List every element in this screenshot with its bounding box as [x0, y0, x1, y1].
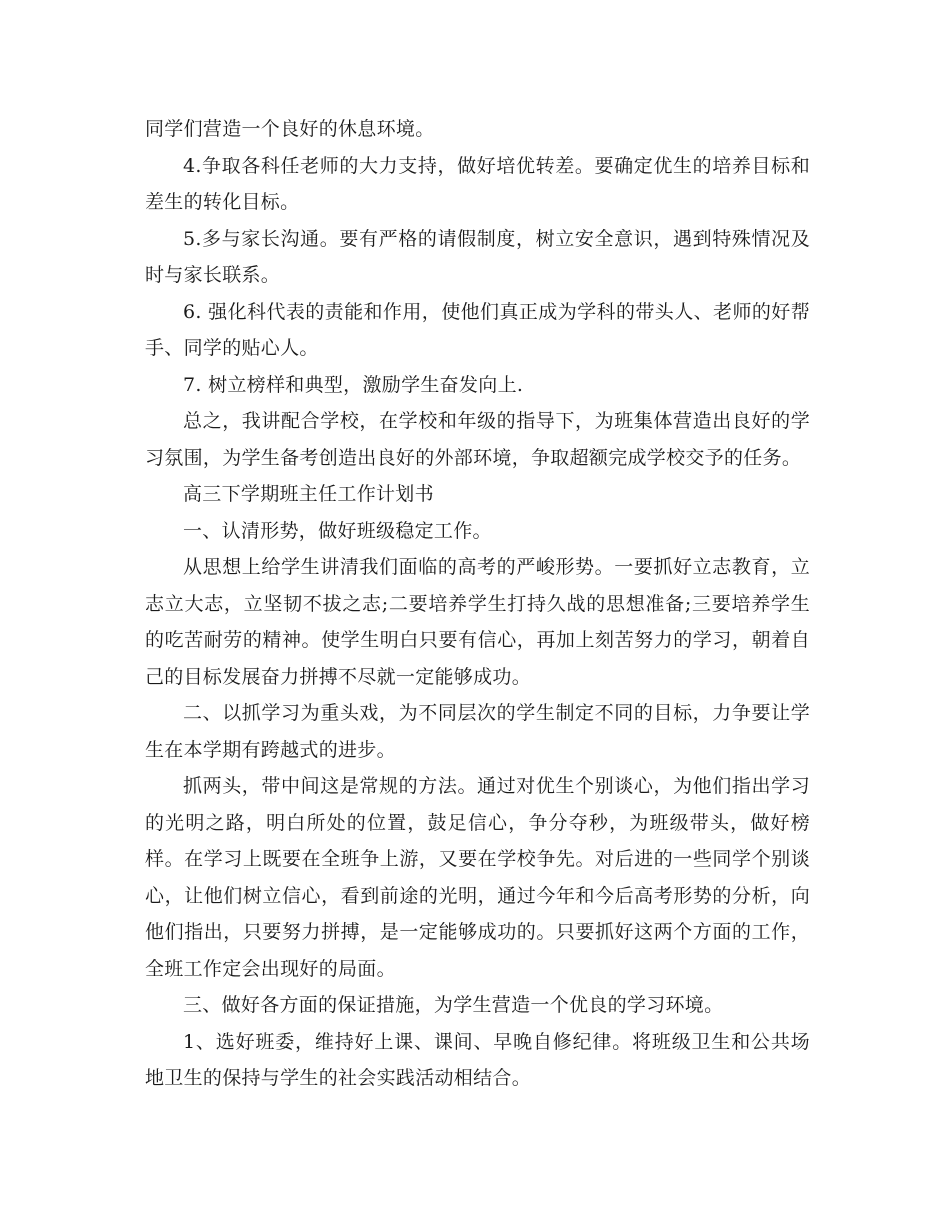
paragraph-two-body: 抓两头，带中间这是常规的方法。通过对优生个别谈心，为他们指出学习的光明之路，明白所处的位置，鼓足信心，争分夺秒，为班级带头，做好榜样。在学习上既要在全班争上游，又要在学校争先。对后进的一些同学个别谈心，让他们树立信心，看到前途的光明，通过今年和今后高考形势的分析，向他们指出，只要努力拼搏，是一定能够成功的。只要抓好这两个方面的工作，全班工作定会出现好的局面。 [145, 775, 810, 980]
paragraph-one-body: 从思想上给学生讲清我们面临的高考的严峻形势。一要抓好立志教育，立志立大志，立坚韧不拔之志;二要培养学生打持久战的思想准备;三要培养学生的吃苦耐劳的精神。使学生明白只要有信心，再加上刻苦努力的学习，朝着自己的目标发展奋力拼搏不尽就一定能够成功。 [145, 556, 810, 688]
document-body [145, 111, 810, 1097]
heading-one: 一、认清形势，做好班级稳定工作。 [183, 519, 492, 542]
heading-two: 二、以抓学习为重头戏，为不同层次的学生制定不同的目标，力争要让学生在本学期有跨越式的进步。 [145, 702, 810, 761]
paragraph-item-6: 6. 强化科代表的责能和作用，使他们真正成为学科的带头人、老师的好帮手、同学的贴心人。 [145, 300, 810, 359]
paragraph-continuation: 同学们营造一个良好的休息环境。 [145, 118, 435, 140]
heading-three: 三、做好各方面的保证措施，为学生营造一个优良的学习环境。 [183, 994, 724, 1016]
paragraph-summary: 总之，我讲配合学校，在学校和年级的指导下，为班集体营造出良好的学习氛围，为学生备考创造出良好的外部环境，争取超额完成学校交予的任务。 [145, 410, 810, 469]
paragraph-three-item-1: 1、选好班委，维持好上课、课间、早晚自修纪律。将班级卫生和公共场地卫生的保持与学生的社会实践活动相结合。 [145, 1030, 810, 1089]
section-title: 高三下学期班主任工作计划书 [183, 483, 434, 505]
paragraph-item-4: 4.争取各科任老师的大力支持，做好培优转差。要确定优生的培养目标和差生的转化目标。 [145, 154, 810, 213]
paragraph-item-5: 5.多与家长沟通。要有严格的请假制度，树立安全意识，遇到特殊情况及时与家长联系。 [145, 227, 810, 286]
paragraph-item-7: 7. 树立榜样和典型，激励学生奋发向上. [183, 373, 524, 396]
